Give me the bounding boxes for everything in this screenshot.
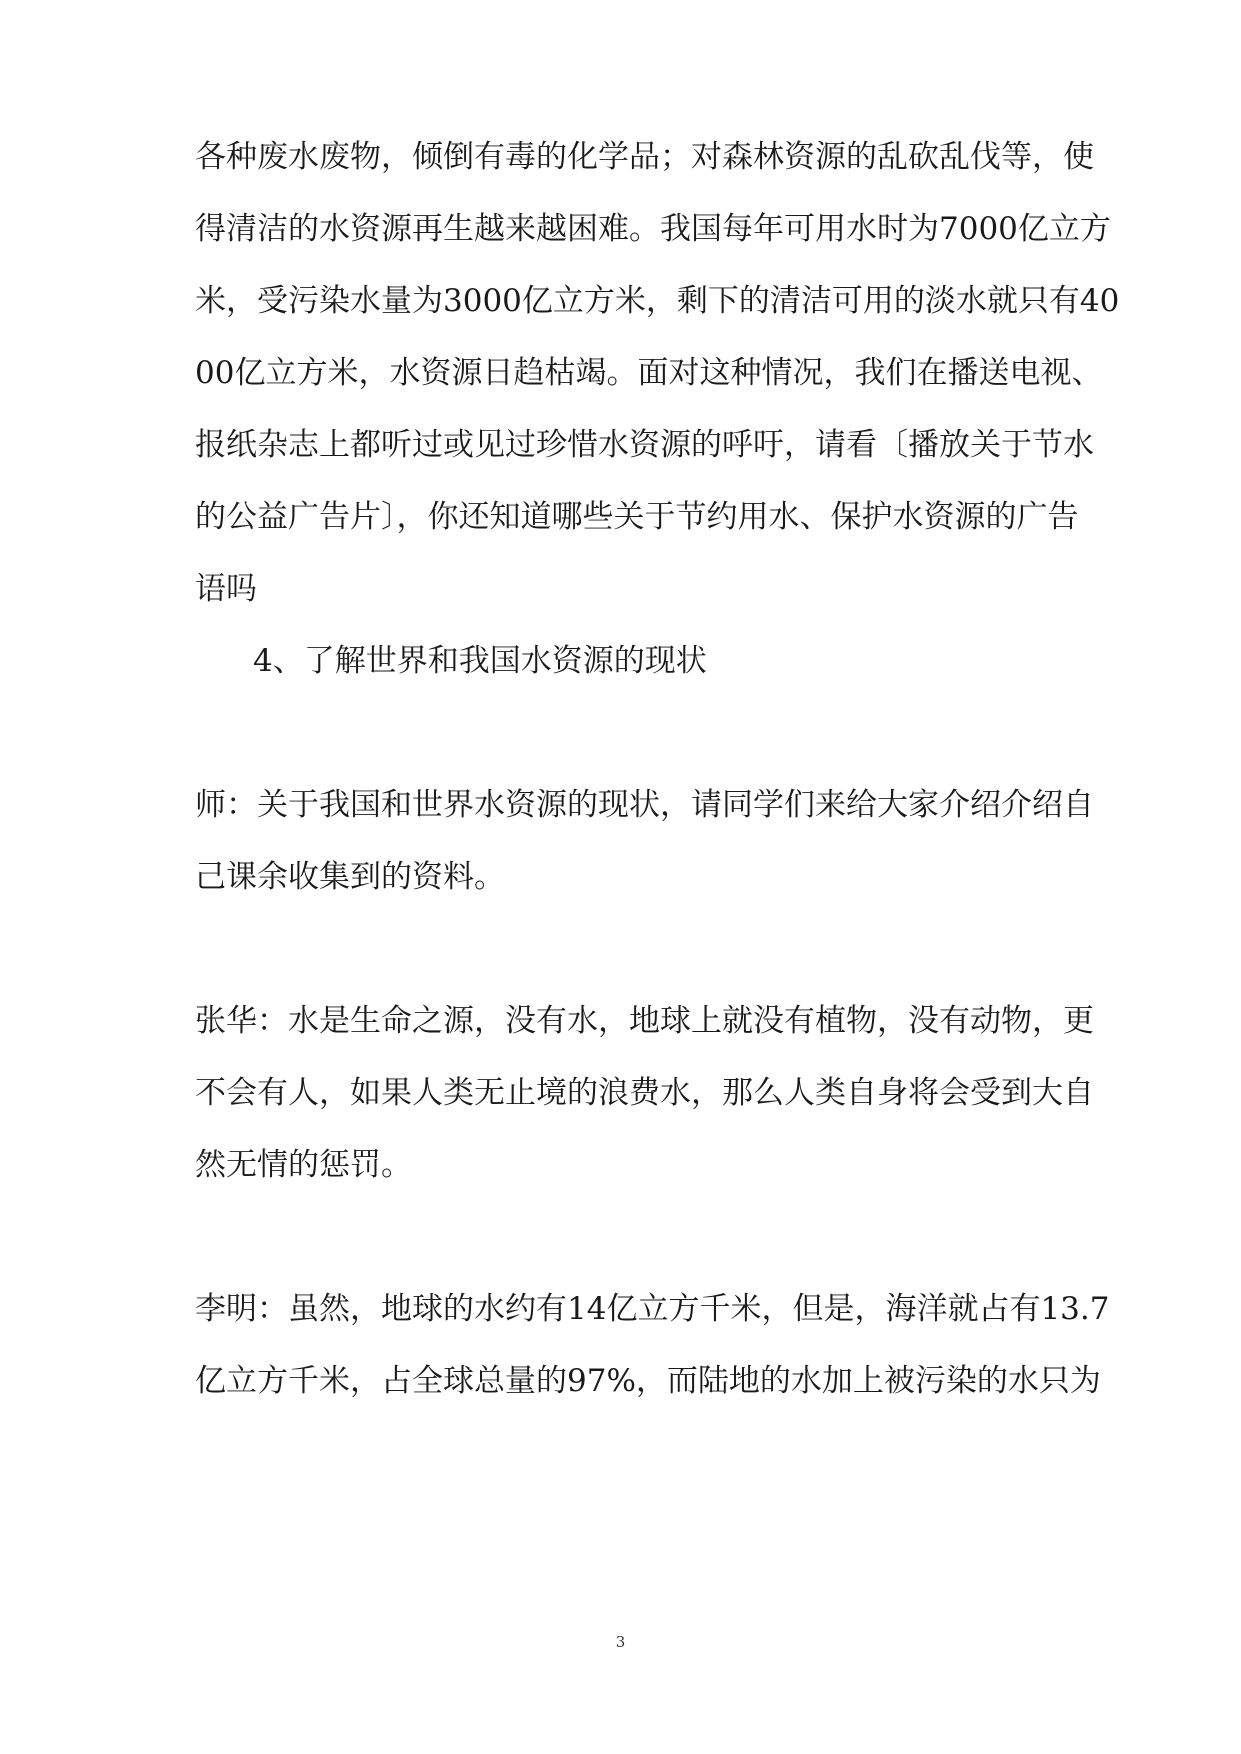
paragraph-1-line-4: 00亿立方米，水资源日趋枯竭。面对这种情况，我们在播送电视、 [195, 355, 1103, 391]
paragraph-3-line-1: 师：关于我国和世界水资源的现状，请同学们来给大家介绍介绍自 [195, 787, 1094, 823]
paragraph-5-line-1: 李明：虽然，地球的水约有14亿立方千米，但是，海洋就占有13.7 [195, 1291, 1110, 1327]
paragraph-4-line-1: 张华：水是生命之源，没有水，地球上就没有植物，没有动物，更 [195, 1003, 1094, 1039]
paragraph-3-line-2: 己课余收集到的资料。 [195, 859, 505, 895]
paragraph-1-line-7: 语吗 [195, 571, 257, 607]
paragraph-4-line-3: 然无情的惩罚。 [195, 1147, 412, 1183]
page-number: 3 [615, 1633, 626, 1651]
paragraph-1-line-1: 各种废水废物，倾倒有毒的化学品；对森林资源的乱砍乱伐等，使 [195, 139, 1094, 175]
paragraph-1-line-6: 的公益广告片〕，你还知道哪些关于节约用水、保护水资源的广告 [195, 499, 1079, 535]
paragraph-1-line-5: 报纸杂志上都听过或见过珍惜水资源的呼吁，请看〔播放关于节水 [195, 427, 1094, 463]
paragraph-1-line-2: 得清洁的水资源再生越来越困难。我国每年可用水时为7000亿立方 [195, 211, 1111, 247]
paragraph-4-line-2: 不会有人，如果人类无止境的浪费水，那么人类自身将会受到大自 [195, 1075, 1094, 1111]
paragraph-1-line-3: 米，受污染水量为3000亿立方米，剩下的清洁可用的淡水就只有40 [195, 283, 1120, 319]
section-heading: 4、了解世界和我国水资源的现状 [253, 643, 707, 679]
paragraph-5-line-2: 亿立方千米，占全球总量的97%，而陆地的水加上被污染的水只为 [195, 1363, 1101, 1399]
